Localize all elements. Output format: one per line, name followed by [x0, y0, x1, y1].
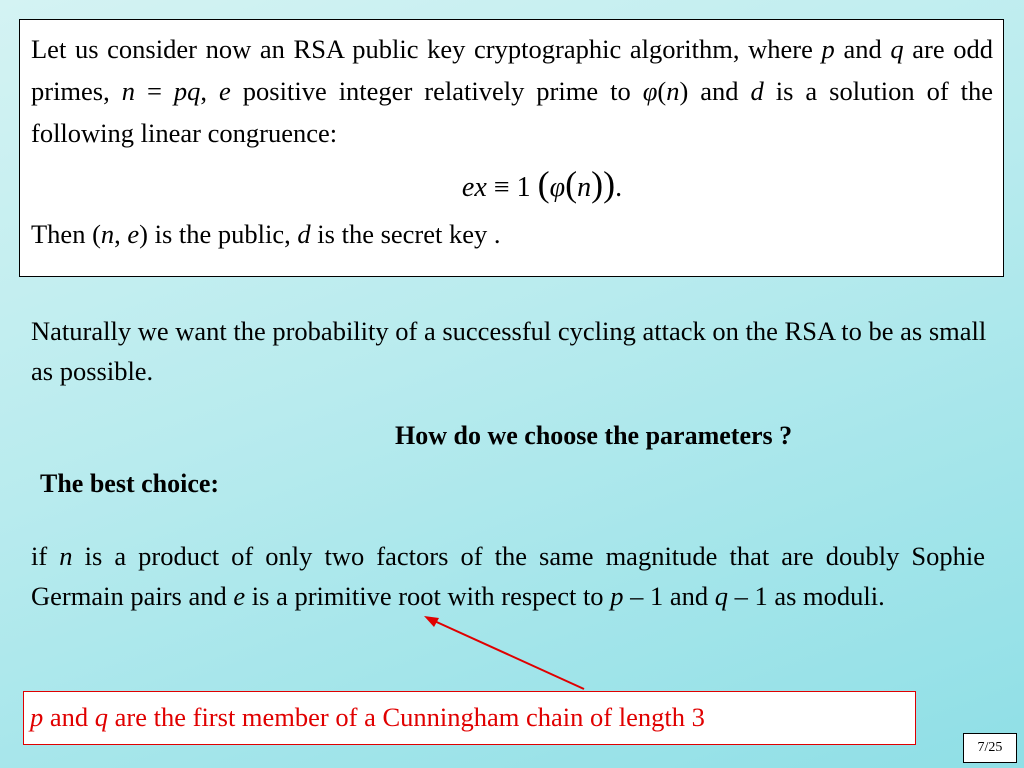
text-fragment: and: [43, 702, 95, 732]
var-n: n: [100, 219, 115, 249]
formula-equiv: ≡ 1: [486, 172, 538, 203]
var-p: p: [30, 702, 44, 732]
var-e: e: [233, 581, 246, 611]
text-fragment: ,: [114, 219, 128, 249]
formula-paren: )): [591, 164, 616, 204]
formula-paren: (: [537, 164, 550, 204]
var-d: d: [750, 76, 764, 106]
question-heading: How do we choose the parameters ?: [395, 421, 793, 450]
var-n: n: [121, 76, 135, 106]
text-fragment: is the secret key .: [310, 219, 501, 249]
var-pq: pq: [173, 76, 201, 106]
formula-phi: φ: [549, 172, 566, 203]
formula-n: n: [577, 172, 592, 203]
formula-paren: (: [565, 164, 578, 204]
var-q: q: [890, 34, 904, 64]
text-fragment: ) and: [679, 76, 751, 106]
text-fragment: ,: [200, 76, 220, 106]
text-fragment: =: [135, 76, 174, 106]
var-e: e: [219, 76, 231, 106]
text-fragment: positive integer relatively prime to: [230, 76, 643, 106]
formula-ex: ex: [461, 172, 487, 203]
var-n: n: [666, 76, 680, 106]
best-choice-heading: The best choice:: [40, 469, 220, 498]
var-n: n: [59, 541, 73, 571]
arrow-shaft: [430, 619, 584, 689]
text-fragment: is a primitive root with respect to: [245, 581, 611, 611]
var-e: e: [127, 219, 140, 249]
var-p: p: [610, 581, 624, 611]
text-fragment: is a solution of the following linear congruence:: [31, 76, 994, 148]
text-fragment: (: [657, 76, 667, 106]
text-fragment: if: [31, 541, 60, 571]
text-fragment: Let us consider now an RSA public key cryptographic algorithm, where: [31, 34, 822, 64]
cycling-attack-paragraph: Naturally we want the probability of a successful cycling attack on the RSA to be as small as possible.: [31, 316, 987, 386]
var-d: d: [297, 219, 311, 249]
formula-dot: .: [615, 172, 623, 203]
var-q: q: [714, 581, 728, 611]
text-fragment: and: [834, 34, 891, 64]
text-fragment: – 1 and: [623, 581, 715, 611]
arrow-head-icon: [424, 616, 439, 627]
var-q: q: [94, 702, 109, 732]
text-fragment: – 1 as moduli.: [727, 581, 885, 611]
text-fragment: are the first member of a Cunningham chain of length 3: [108, 702, 705, 732]
cunningham-annotation-box: [23, 691, 916, 745]
page-number: 7/25: [963, 733, 1017, 763]
text-fragment: Then (: [31, 219, 101, 249]
var-p: p: [821, 34, 835, 64]
text-fragment: is a product of only two factors of the same magnitude that are doubly Sophie Germain pairs and: [31, 541, 986, 611]
text-fragment: are odd primes,: [31, 34, 993, 106]
var-phi: φ: [642, 76, 658, 106]
text-fragment: ) is the public,: [139, 219, 298, 249]
